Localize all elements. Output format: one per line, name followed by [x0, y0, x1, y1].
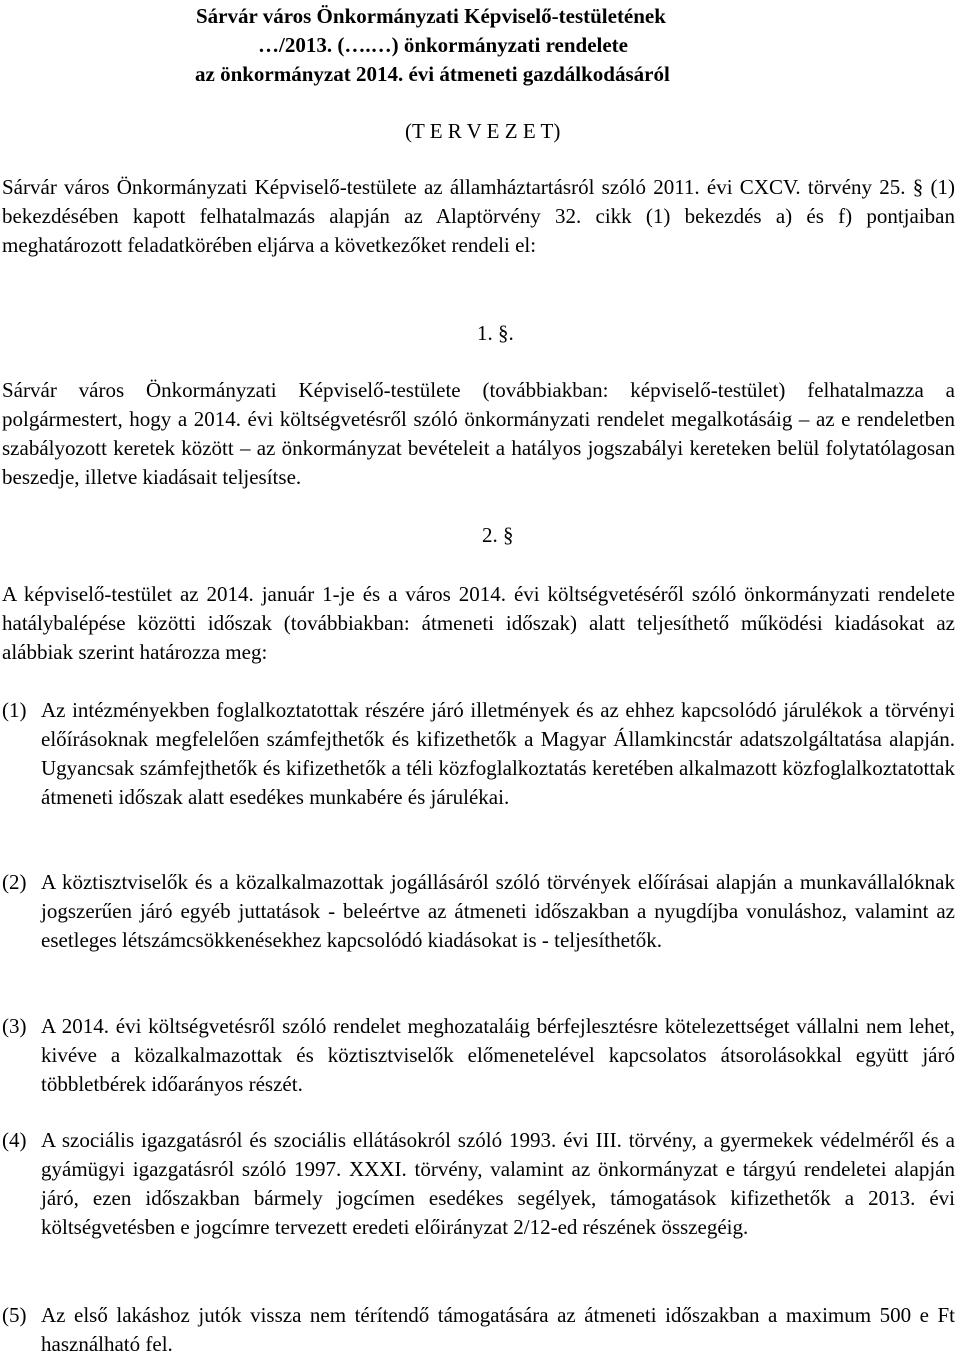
item-number: (1)	[2, 698, 27, 722]
section-2-heading: 2. §	[482, 523, 514, 547]
list-item	[2, 1012, 955, 1099]
preamble-paragraph: Sárvár város Önkormányzati Képviselő-testülete az államháztartásról szóló 2011. évi CXCV. törvény 25. § (1) bekezdésében kapott felhatalmazás alapján az Alaptörvény 32. cikk (1) bekezdés a) és f) pontjaiban meghatározott feladatkörében eljárva a következőket rendeli el:	[2, 175, 955, 257]
title-line-3: az önkormányzat 2014. évi átmeneti gazdálkodásáról	[195, 62, 670, 86]
item-number: (2)	[2, 870, 27, 894]
item-number: (5)	[2, 1303, 27, 1327]
item-text: A köztisztviselők és a közalkalmazottak jogállásáról szóló törvények előírásai alapján a munkavállalóknak jogszerűen járó egyéb juttatások - beleértve az átmeneti időszakban a nyugdíjba vonuláshoz, valamint az esetleges létszámcsökkenésekhez kapcsolódó kiadásokat is - teljesíthetők.	[41, 870, 955, 952]
title-line-1: Sárvár város Önkormányzati Képviselő-testületének	[196, 4, 666, 28]
section-1-text: Sárvár város Önkormányzati Képviselő-testülete (továbbiakban: képviselő-testület) felhatalmazza a polgármestert, hogy a 2014. évi költségvetésről szóló önkormányzati rendelet megalkotásáig – az e rendeletben szabályozott keretek között – az önkormányzat bevételeit a hatályos jogszabályi kereteken belül folytatólagosan beszedje, illetve kiadásait teljesítse.	[2, 378, 955, 489]
list-item	[2, 1126, 955, 1242]
title-line-2: …/2013. (….…) önkormányzati rendelete	[258, 33, 628, 57]
item-text: A 2014. évi költségvetésről szóló rendelet meghozataláig bérfejlesztésre kötelezettséget vállalni nem lehet, kivéve a közalkalmazottak és köztisztviselők előmenetelével kapcsolatos átsorolásokkal együtt járó többletbérek időarányos részét.	[41, 1014, 955, 1096]
section-2-text: A képviselő-testület az 2014. január 1-je és a város 2014. évi költségvetéséről szóló önkormányzati rendelete hatálybalépése közötti időszak (továbbiakban: átmeneti időszak) alatt teljesíthető működési kiadásokat az alábbiak szerint határozza meg:	[2, 582, 955, 664]
item-number: (4)	[2, 1128, 27, 1152]
list-item	[2, 696, 955, 812]
list-item	[2, 1301, 955, 1359]
draft-label: (T E R V E Z E T)	[405, 119, 561, 143]
item-text: Az intézményekben foglalkoztatottak részére járó illetmények és az ehhez kapcsolódó járulékok a törvényi előírásoknak megfelelően számfejthetők és kifizethetők a Magyar Államkincstár adatszolgáltatása alapján. Ugyancsak számfejthetők és kifizethetők a téli közfoglalkoztatás keretében alkalmazott közfoglalkoztatottak átmeneti időszak alatt esedékes munkabére és járulékai.	[41, 698, 955, 809]
list-item	[2, 868, 955, 955]
section-1-heading: 1. §.	[477, 321, 514, 345]
item-number: (3)	[2, 1014, 27, 1038]
item-text: Az első lakáshoz jutók vissza nem térítendő támogatására az átmeneti időszakban a maximum 500 e Ft használható fel.	[41, 1303, 955, 1356]
item-text: A szociális igazgatásról és szociális ellátásokról szóló 1993. évi III. törvény, a gyermekek védelméről és a gyámügyi igazgatásról szóló 1997. XXXI. törvény, valamint az önkormányzat e tárgyú rendeletei alapján járó, ezen időszakban bármely jogcímen esedékes segélyek, támogatások kifizethetők a 2013. évi költségvetésben e jogcímre tervezett eredeti előirányzat 2/12-ed részének összegéig.	[41, 1128, 955, 1239]
